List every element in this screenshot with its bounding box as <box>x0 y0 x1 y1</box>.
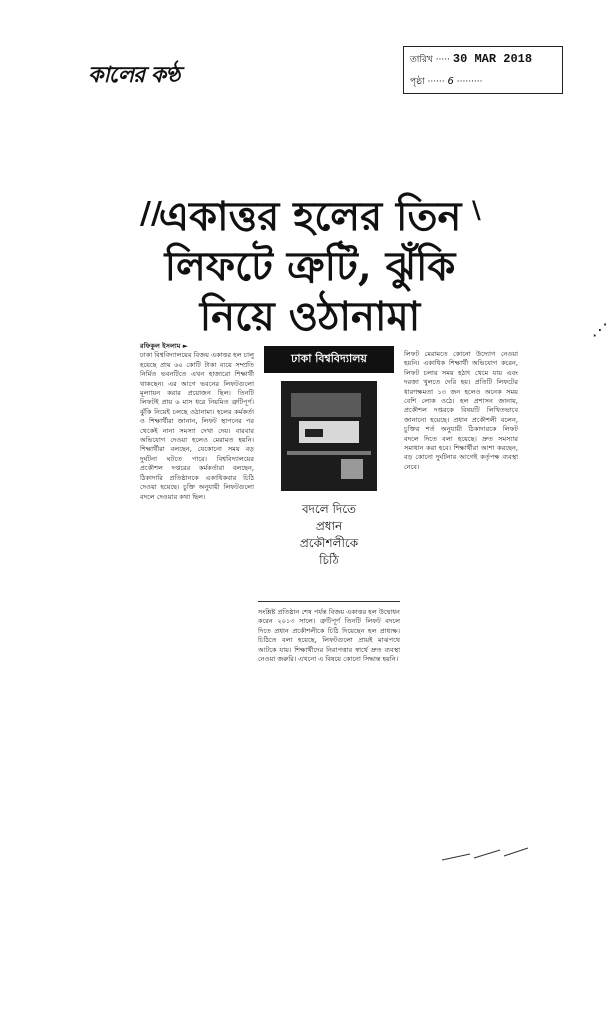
article-column-2: সংশ্লিষ্ট প্রতিষ্ঠান শেষ পর্যন্ত বিজয় একাত্তর হল উদ্বোধন করেন ২০১৩ সালে। ত্রুটিপূর্ণ তিনটি লিফট বদলে দিতে প্রধান প্রকৌশলীকে চিঠি দিয়েছেন হল প্রাধ্যক্ষ। চিঠিতে বলা হয়েছে, লিফটগুলো প্রায়ই মাঝপথে আটকে যায়। শিক্ষার্থীদের নিরাপত্তার স্বার্থে দ্রুত ব্যবস্থা নেওয়া জরুরি। এখনো এ বিষয়ে কোনো সিদ্ধান্ত হয়নি। <box>258 608 400 664</box>
sidebar-caption <box>258 501 400 569</box>
stamp-date-label: তারিখ <box>410 55 433 65</box>
headline-line-2: লিফটে ত্রুটি, ঝুঁকি <box>164 243 456 290</box>
caption-line-2: প্রধান <box>315 519 343 533</box>
headline-line-1: একাত্তর হলের তিন <box>158 193 462 240</box>
column-divider <box>258 601 400 602</box>
article-byline: রফিকুল ইসলাম ► <box>140 342 188 350</box>
stray-mark: ⋰ <box>592 320 608 339</box>
article-column-1 <box>140 342 254 850</box>
article-headline <box>140 192 480 342</box>
newspaper-masthead: কালের কণ্ঠ <box>88 63 180 88</box>
article-column-3: লিফট মেরামতে কোনো উদ্যোগ নেওয়া হয়নি। একাধিক শিক্ষার্থী অভিযোগ করেন, লিফট চলার সময় হঠাৎ থেমে যায় এবং দরজা খুলতে দেরি হয়। প্রতিটি লিফটের ধারণক্ষমতা ১৩ জন হলেও অনেক সময় বেশি লোক ওঠে। হল প্রশাসন জানায়, প্রকৌশল দপ্তরকে বিষয়টি লিখিতভাবে জানানো হয়েছে। প্রধান প্রকৌশলী বলেন, চুক্তির শর্ত অনুযায়ী ঠিকাদারকে লিফট বদলে দিতে বলা হয়েছে। দ্রুত সমস্যার সমাধান করা হবে। শিক্ষার্থীরা আশা করছেন, বড় কোনো দুর্ঘটনার আগেই কর্তৃপক্ষ ব্যবস্থা নেবে। <box>404 350 518 471</box>
stamp-page-row: পৃষ্ঠা ······ 6 ········· <box>410 76 483 87</box>
stamp-page-label: পৃষ্ঠা <box>410 77 425 87</box>
caption-line-4: চিঠি <box>319 553 339 567</box>
section-tag: ঢাকা বিশ্ববিদ্যালয় <box>264 346 394 373</box>
caption-line-3: প্রকৌশলীকে <box>299 536 359 550</box>
headline-line-3: নিয়ে ওঠানামা <box>199 293 421 340</box>
quote-mark-left: // <box>140 196 162 231</box>
lift-photo <box>281 381 377 491</box>
stamp-date-row: তারিখ ····· 30 MAR 2018 <box>410 52 533 66</box>
sidebar-box <box>258 346 400 586</box>
stamp-date-value: 30 MAR 2018 <box>452 52 533 66</box>
handwritten-mark <box>440 846 530 864</box>
date-stamp <box>403 46 563 94</box>
quote-mark-right: \ <box>472 196 481 224</box>
article-column-1-text: ঢাকা বিশ্ববিদ্যালয়ের বিজয় একাত্তর হল চালু হয়েছে প্রায় ৬০ কোটি টাকা ব্যয়ে সম্প্রতি নির্মিত ভবনটিতে এখন হাজারো শিক্ষার্থী থাকছেন। এর আগে ভবনের লিফটগুলো মূল্যায়ন করার প্রয়োজন ছিল। তিনটি লিফটই প্রায় ৬ মাস ধরে নিয়মিত ত্রুটিপূর্ণ। ঝুঁকি নিয়েই চলছে ওঠানামা। হলের কর্মকর্তা ও শিক্ষার্থীরা জানান, লিফট স্থাপনের পর থেকেই নানা সমস্যা দেখা দেয়। বারবার অভিযোগ দেওয়া হলেও মেরামত হয়নি। শিক্ষার্থীরা বলছেন, যেকোনো সময় বড় দুর্ঘটনা ঘটতে পারে। বিশ্ববিদ্যালয়ের প্রকৌশল দপ্তরের কর্মকর্তারা বলছেন, ঠিকাদারি প্রতিষ্ঠানকে একাধিকবার চিঠি দেওয়া হয়েছে। চুক্তি অনুযায়ী লিফটগুলো বদলে দেওয়ার কথা ছিল। <box>140 351 254 501</box>
caption-line-1: বদলে দিতে <box>301 502 357 516</box>
stamp-page-value: 6 <box>447 76 454 87</box>
